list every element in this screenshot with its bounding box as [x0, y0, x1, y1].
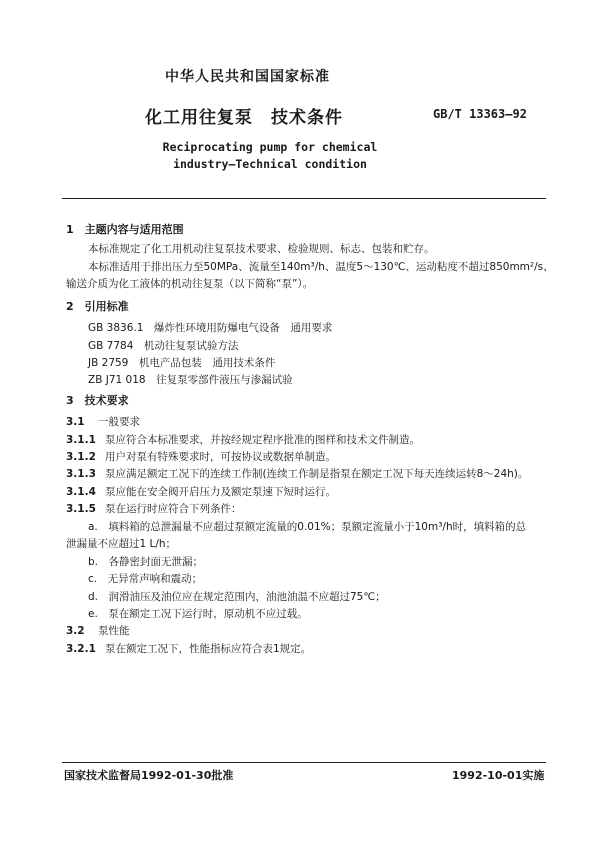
clause-number: 3.1.4	[66, 486, 96, 498]
reference-item: ZB J71 018 往复泵零部件液压与渗漏试验	[88, 374, 293, 386]
clause-text: 泵应能在安全阀开启压力及额定泵速下短时运行。	[105, 486, 336, 498]
clause-number: 3.1	[66, 416, 85, 428]
reference-item: GB 3836.1 爆炸性环境用防爆电气设备 通用要求	[88, 322, 333, 334]
standard-number: GB/T 13363—92	[433, 107, 527, 121]
effective-date: 1992-10-01实施	[452, 769, 545, 782]
condition-item-c: c. 无异常声响和震动；	[88, 573, 203, 585]
clause-number: 3.1.2	[66, 451, 96, 463]
clause-number: 3.1.3	[66, 468, 96, 480]
issuing-country-heading: 中华人民共和国国家标准	[165, 69, 330, 85]
clause-3-2-1	[66, 641, 311, 656]
clause-text: 泵在运行时应符合下列条件：	[105, 503, 242, 515]
clause-3-1	[66, 414, 140, 429]
standard-title-cn: 化工用往复泵 技术条件	[145, 108, 343, 128]
clause-number: 3.1.1	[66, 434, 96, 446]
condition-item-d: d. 润滑油压及油位应在规定范围内，油池油温不应超过75℃；	[88, 591, 386, 603]
section-1-heading: 1 主题内容与适用范围	[66, 223, 184, 236]
section-1-paragraph-1: 本标准规定了化工用机动往复泵技术要求、检验规则、标志、包装和贮存。	[88, 243, 435, 255]
condition-item-b: b. 各静密封面无泄漏；	[88, 556, 204, 568]
clause-3-2	[66, 623, 130, 638]
reference-item: JB 2759 机电产品包装 通用技术条件	[88, 357, 276, 369]
clause-text: 泵应满足额定工况下的连续工作制(连续工作制是指泵在额定工况下每天连续运转8～24h)。	[105, 468, 529, 480]
section-3-heading: 3 技术要求	[66, 394, 129, 407]
clause-3-1-2	[66, 449, 336, 464]
clause-3-1-1	[66, 432, 420, 447]
condition-item-e: e. 泵在额定工况下运行时，原动机不应过载。	[88, 608, 308, 620]
condition-item-a-line-2: 泄漏量不应超过1 L/h；	[66, 538, 177, 550]
header-divider	[62, 198, 546, 199]
clause-number: 3.2	[66, 625, 85, 637]
section-2-heading: 2 引用标准	[66, 300, 129, 313]
standard-title-en-line1: Reciprocating pump for chemical	[162, 140, 378, 154]
section-1-paragraph-2-line-2: 输送介质为化工液体的机动往复泵（以下简称“泵”）。	[66, 278, 314, 290]
clause-text: 泵应符合本标准要求，并按经规定程序批准的图样和技术文件制造。	[105, 434, 420, 446]
clause-text: 一般要求	[98, 416, 140, 428]
clause-3-1-4	[66, 484, 336, 499]
clause-3-1-3	[66, 466, 528, 481]
clause-text: 泵在额定工况下，性能指标应符合表1规定。	[105, 643, 312, 655]
clause-text: 泵性能	[98, 625, 130, 637]
reference-item: GB 7784 机动往复泵试验方法	[88, 340, 239, 352]
clause-number: 3.2.1	[66, 643, 96, 655]
footer-divider	[62, 762, 546, 763]
section-1-paragraph-2-line-1: 本标准适用于排出压力至50MPa、流量至140m³/h、温度5～130℃、运动粘度不超过850mm²/s、	[88, 261, 554, 273]
clause-3-1-5	[66, 501, 242, 516]
clause-text: 用户对泵有特殊要求时，可按协议或数据单制造。	[105, 451, 336, 463]
condition-item-a-line-1: a. 填料箱的总泄漏量不应超过泵额定流量的0.01%；泵额定流量小于10m³/h时，填料箱的总	[88, 521, 527, 533]
clause-number: 3.1.5	[66, 503, 96, 515]
approval-date: 国家技术监督局1992-01-30批准	[64, 769, 234, 782]
standard-title-en-line2: industry—Technical condition	[173, 157, 367, 171]
